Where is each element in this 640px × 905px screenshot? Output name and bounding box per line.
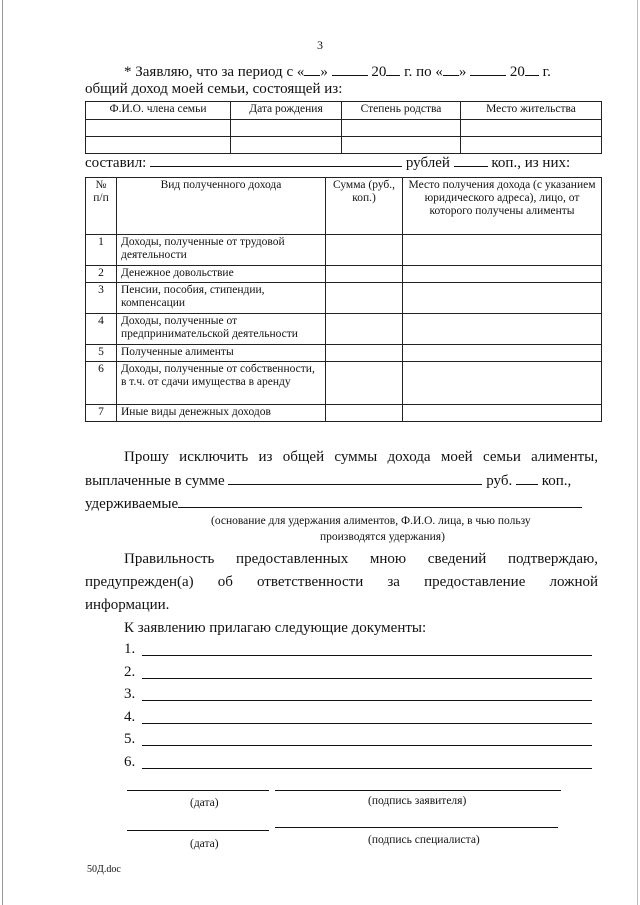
income-table <box>85 177 602 422</box>
income-header-num: № п/п <box>86 178 117 235</box>
income-total-amount-blank[interactable] <box>150 153 402 167</box>
income-row-num: 5 <box>86 345 117 362</box>
confirm-line-2: предупрежден(а) об ответственности за предоставление ложной <box>85 574 598 590</box>
income-row-sum[interactable] <box>326 314 403 345</box>
income-row <box>86 362 602 405</box>
applicant-date-line[interactable] <box>127 789 269 791</box>
family-cell[interactable] <box>342 120 461 137</box>
income-header-type: Вид полученного дохода <box>117 178 326 235</box>
income-row-num: 6 <box>86 362 117 405</box>
family-header-relation: Степень родства <box>342 102 461 120</box>
income-row-num: 7 <box>86 405 117 422</box>
page-number: 3 <box>317 38 323 52</box>
income-row <box>86 345 602 362</box>
income-total-kop-blank[interactable] <box>454 153 488 167</box>
document-item-number: 3. <box>124 686 136 702</box>
income-row-place[interactable] <box>403 345 602 362</box>
income-row-type: Доходы, полученные от предпринимательской деятельности <box>117 314 326 345</box>
page-edge-left <box>2 0 3 905</box>
period-line: * Заявляю, что за период с « » 20 г. по « » 20 г. <box>124 64 551 80</box>
family-intro: общий доход моей семьи, состоящей из: <box>85 81 343 97</box>
document-item-number: 4. <box>124 709 136 725</box>
family-cell[interactable] <box>231 137 342 154</box>
alimony-kop-blank[interactable] <box>516 471 538 485</box>
period-end-day-blank[interactable] <box>443 62 459 76</box>
period-start-month-blank[interactable] <box>332 62 368 76</box>
income-row-type: Иные виды денежных доходов <box>117 405 326 422</box>
specialist-signature-label: (подпись специалиста) <box>368 834 480 846</box>
family-header-name: Ф.И.О. члена семьи <box>86 102 231 120</box>
income-row-sum[interactable] <box>326 266 403 283</box>
documents-intro: К заявлению прилагаю следующие документы: <box>124 620 427 636</box>
alimony-basis-blank[interactable] <box>178 494 582 508</box>
family-cell[interactable] <box>231 120 342 137</box>
applicant-date-label: (дата) <box>190 797 219 809</box>
family-table-header <box>86 102 602 120</box>
income-row-sum[interactable] <box>326 362 403 405</box>
income-row-num: 2 <box>86 266 117 283</box>
period-start-year-blank[interactable] <box>386 62 400 76</box>
alimony-line-3: удерживаемые <box>85 494 582 513</box>
income-header-sum: Сумма (руб., коп.) <box>326 178 403 235</box>
income-row-type: Полученные алименты <box>117 345 326 362</box>
income-row-sum[interactable] <box>326 283 403 314</box>
confirm-line-1: Правильность предоставленных мною сведений подтверждаю, <box>124 551 598 567</box>
specialist-signature-line[interactable] <box>275 826 558 828</box>
document-item-line[interactable] <box>142 677 592 679</box>
page-edge-right <box>637 0 638 905</box>
applicant-signature-label: (подпись заявителя) <box>368 795 467 807</box>
document-item-line[interactable] <box>142 767 592 769</box>
family-header-birth: Дата рождения <box>231 102 342 120</box>
income-row-sum[interactable] <box>326 405 403 422</box>
income-table-header <box>86 178 602 235</box>
income-row-place[interactable] <box>403 266 602 283</box>
period-end-month-blank[interactable] <box>470 62 506 76</box>
income-row <box>86 283 602 314</box>
income-row-place[interactable] <box>403 283 602 314</box>
document-item-number: 6. <box>124 754 136 770</box>
income-row-type: Денежное довольствие <box>117 266 326 283</box>
income-row-sum[interactable] <box>326 345 403 362</box>
alimony-note-2: производятся удержания) <box>320 531 445 543</box>
income-row-type: Доходы, полученные от трудовой деятельности <box>117 235 326 266</box>
period-start-day-blank[interactable] <box>304 62 320 76</box>
alimony-amount-blank[interactable] <box>228 471 482 485</box>
alimony-line-1: Прошу исключить из общей суммы дохода моей семьи алименты, <box>124 449 598 465</box>
income-row <box>86 405 602 422</box>
document-item-number: 1. <box>124 641 136 657</box>
family-cell[interactable] <box>86 120 231 137</box>
alimony-note-1: (основание для удержания алиментов, Ф.И.О. лица, в чью пользу <box>211 515 531 527</box>
specialist-date-label: (дата) <box>190 838 219 850</box>
specialist-date-line[interactable] <box>127 829 269 831</box>
applicant-signature-line[interactable] <box>275 789 561 791</box>
income-total-line: составил: рублей коп., из них: <box>85 155 571 171</box>
confirm-line-3: информации. <box>85 597 170 613</box>
income-row-place[interactable] <box>403 314 602 345</box>
income-row-place[interactable] <box>403 235 602 266</box>
income-row <box>86 235 602 266</box>
income-header-place: Место получения дохода (с указанием юридического адреса), лицо, от которого получены алименты <box>403 178 602 235</box>
alimony-line-2: выплаченные в сумме руб. коп., <box>85 473 572 489</box>
document-item-line[interactable] <box>142 722 592 724</box>
income-row-num: 3 <box>86 283 117 314</box>
income-row <box>86 266 602 283</box>
income-row-type: Доходы, полученные от собственности, в т.ч. от сдачи имущества в аренду <box>117 362 326 405</box>
income-row-num: 1 <box>86 235 117 266</box>
income-row-sum[interactable] <box>326 235 403 266</box>
income-row-num: 4 <box>86 314 117 345</box>
document-item-number: 5. <box>124 731 136 747</box>
document-item-line[interactable] <box>142 699 592 701</box>
family-row <box>86 137 602 154</box>
document-item-line[interactable] <box>142 654 592 656</box>
period-end-year-blank[interactable] <box>525 62 539 76</box>
document-item-line[interactable] <box>142 744 592 746</box>
income-row-place[interactable] <box>403 405 602 422</box>
family-header-residence: Место жительства <box>461 102 602 120</box>
income-row-type: Пенсии, пособия, стипендии, компенсации <box>117 283 326 314</box>
income-row <box>86 314 602 345</box>
footer-filename: 50Д.doc <box>87 864 121 875</box>
family-cell[interactable] <box>461 120 602 137</box>
family-cell[interactable] <box>342 137 461 154</box>
document-item-number: 2. <box>124 664 136 680</box>
family-cell[interactable] <box>461 137 602 154</box>
family-row <box>86 120 602 137</box>
income-row-place[interactable] <box>403 362 602 405</box>
family-cell[interactable] <box>86 137 231 154</box>
family-table <box>85 101 602 154</box>
